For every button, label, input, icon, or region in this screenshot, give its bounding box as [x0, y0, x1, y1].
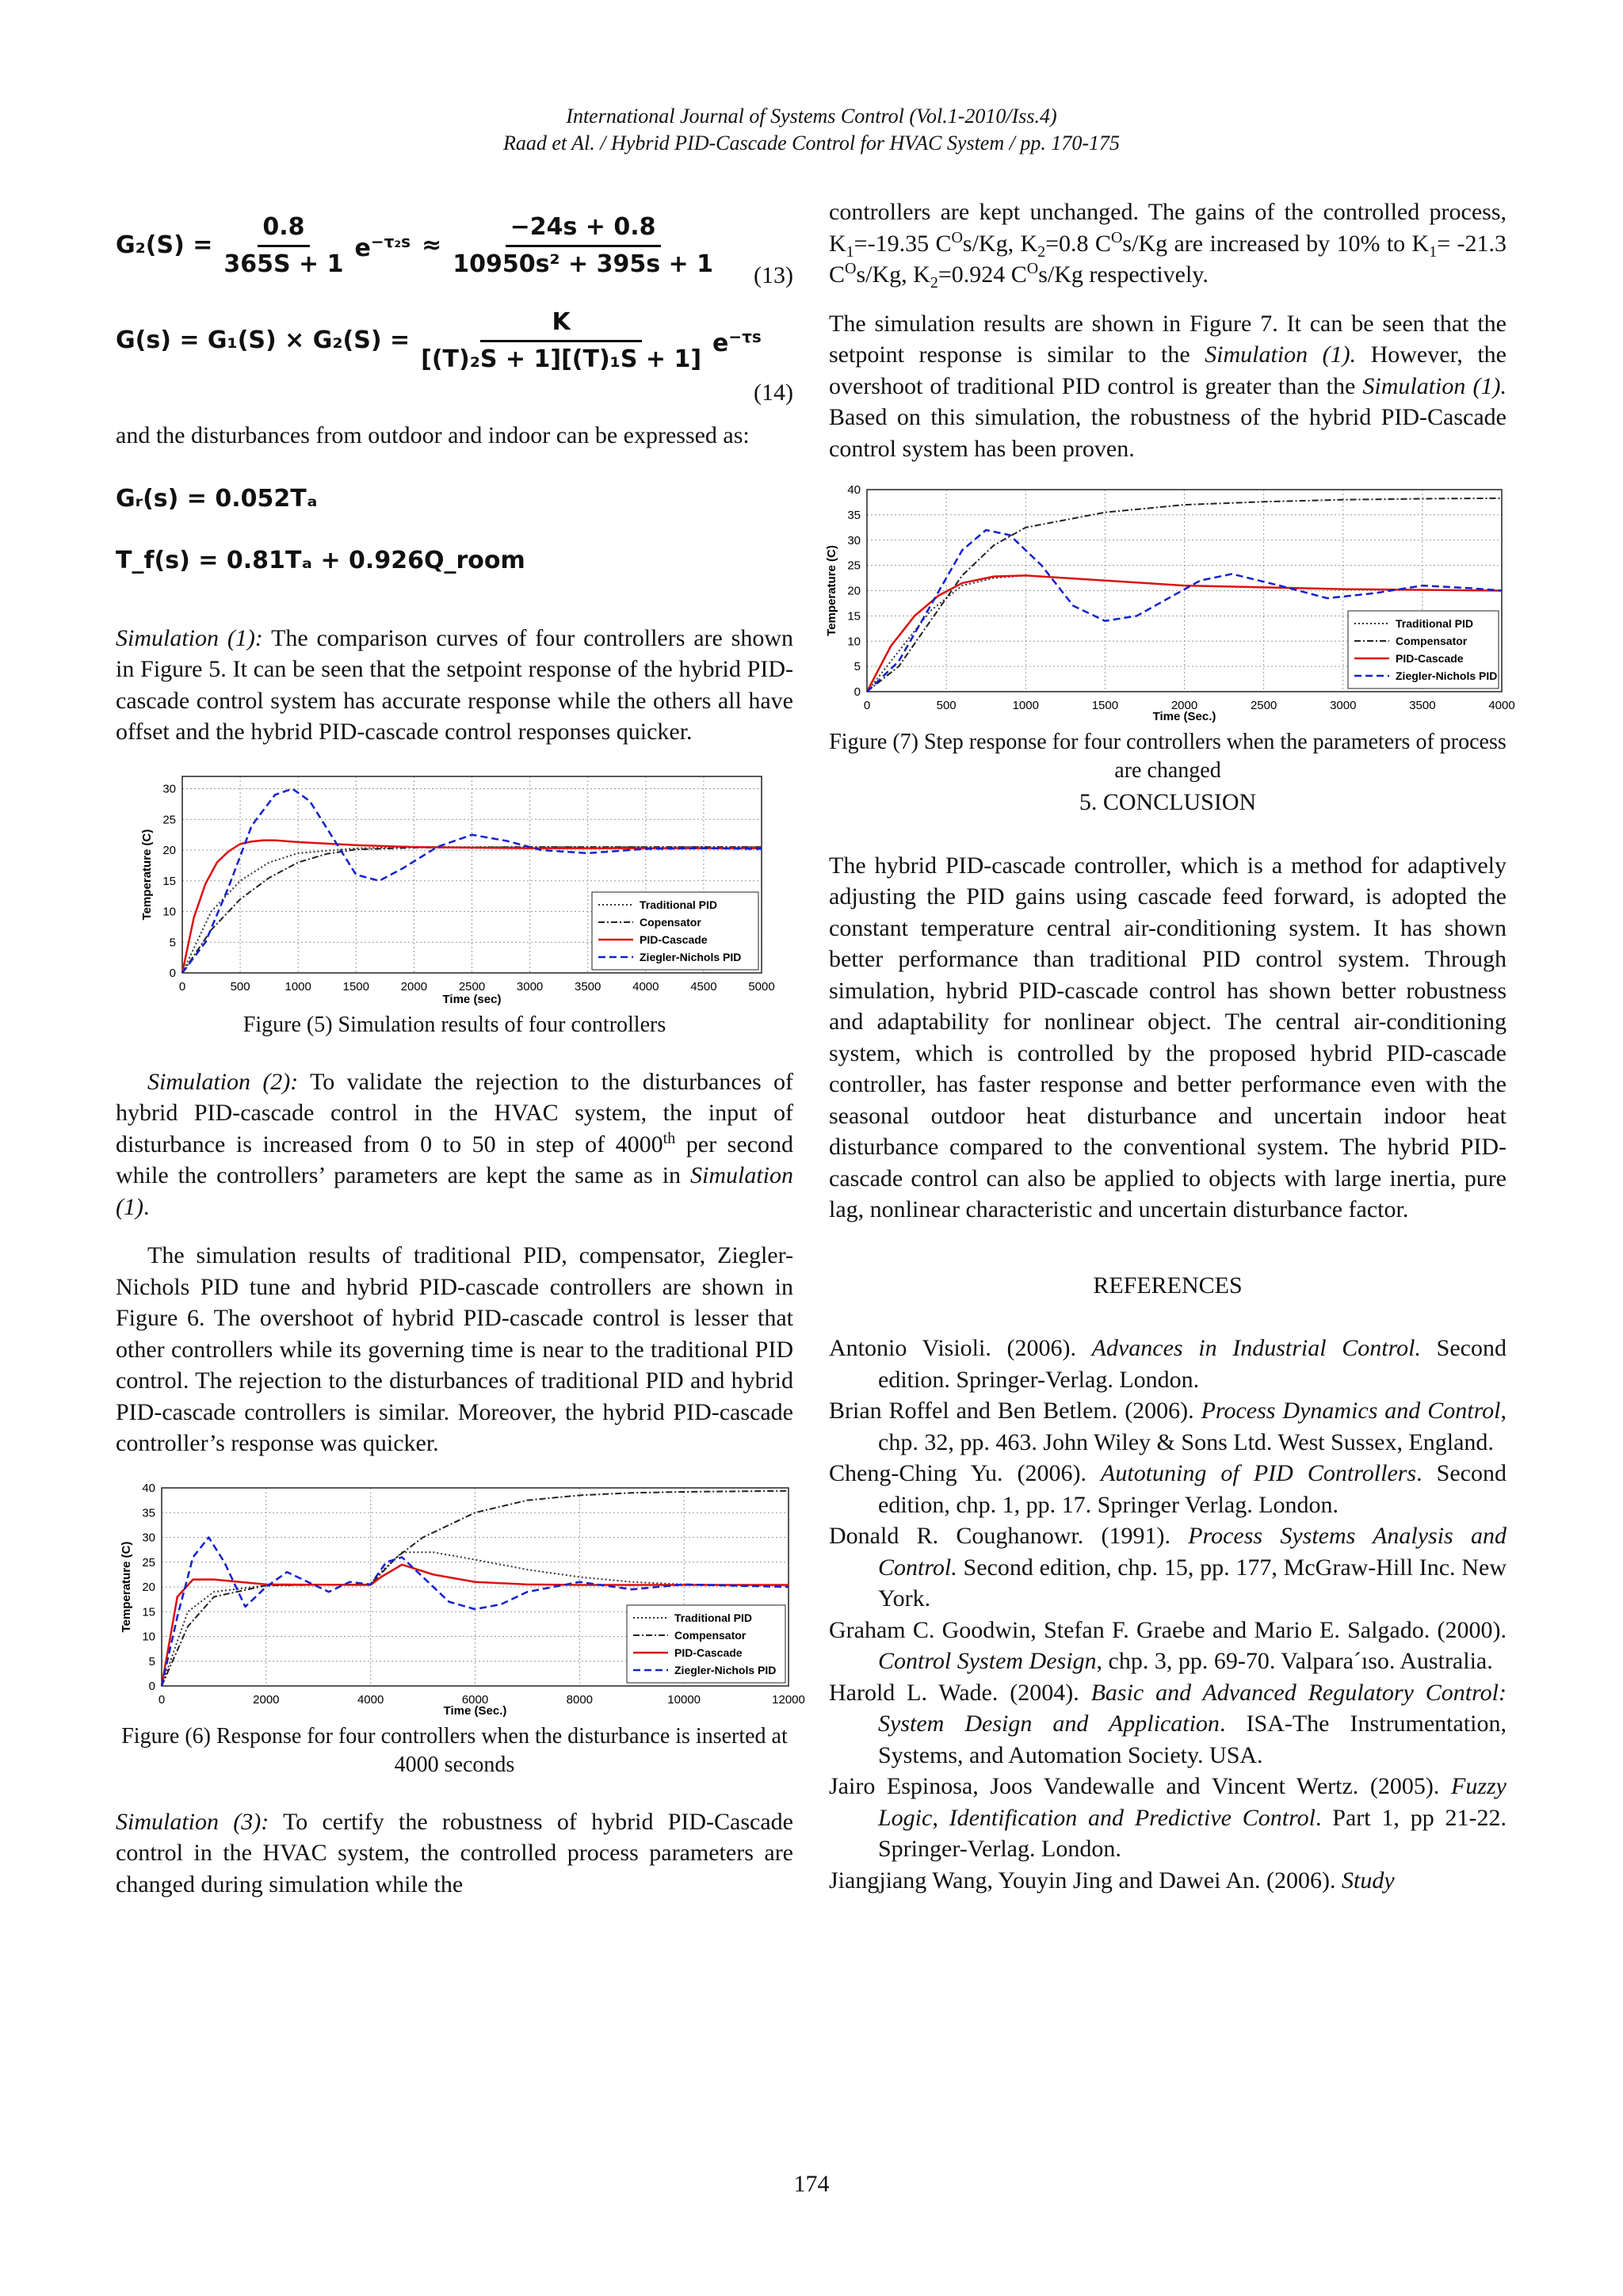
y-tick-label: 40 [847, 483, 861, 497]
reference-authors: Graham C. Goodwin, Stefan F. Graebe and Mario E. Salgado. (2000). [829, 1616, 1507, 1643]
legend-label: Compensator [1396, 635, 1468, 647]
k1-subscript: 1 [846, 242, 854, 261]
x-tick-label: 1000 [1012, 699, 1039, 712]
degree-superscript: O [1110, 228, 1123, 246]
legend-label: Traditional PID [674, 1611, 753, 1624]
eq13-fraction-2 [453, 212, 713, 280]
simulation-3-paragraph [116, 1806, 793, 1901]
reference-title: Advances in Industrial Control. [1091, 1335, 1421, 1361]
y-tick-label: 10 [142, 1630, 155, 1643]
y-tick-label: 30 [162, 782, 176, 795]
gains-text-e: s/Kg are increased by 10% to K [1122, 230, 1430, 257]
y-tick-label: 0 [148, 1679, 155, 1693]
simulation-2-ref: Simulation (1) [116, 1162, 793, 1220]
x-axis-label: Time (sec) [442, 992, 502, 1006]
simulation-1-text: The comparison curves of four controllers are shown in Figure 5. It can be seen that the setpoint response of the hybrid PID-cascade control system has accurate response while the others all have offset and the hybrid PID-cascade control responses quicker. [116, 624, 793, 745]
x-tick-label: 1500 [1091, 699, 1119, 712]
simulation-1-label: Simulation (1): [116, 624, 263, 651]
simulation-2-text-b: per second while the controllers’ parameters are kept the same as in [116, 1131, 793, 1188]
fig7-text-a: The simulation results are shown in Figure 7. It can be seen that the setpoint response is similar to the [829, 310, 1507, 368]
eq14-exp-term: $e^{-\tau s}$ [712, 327, 762, 358]
eq14-num: K [480, 307, 641, 342]
y-axis-label: Temperature (C) [120, 1541, 133, 1632]
gains-paragraph [829, 196, 1507, 291]
reference-details: . Second edition, chp. 1, pp. 17. Springer Verlag. London. [878, 1460, 1507, 1518]
simulation-3-text: To certify the robustness of hybrid PID-Cascade control in the HVAC system, the controlled process parameters are changed during simulation while the [116, 1808, 793, 1897]
x-tick-label: 2500 [1250, 699, 1277, 712]
reference-title: Process Dynamics and Control [1201, 1398, 1501, 1424]
x-tick-label: 3000 [516, 979, 544, 994]
reference-details: Second edition. Springer-Verlag. London. [878, 1335, 1507, 1393]
x-tick-label: 0 [863, 699, 871, 712]
x-tick-label: 2500 [458, 979, 486, 994]
x-tick-label: 10000 [667, 1692, 701, 1707]
eq13-number: (13) [754, 262, 793, 288]
x-axis-label: Time (Sec.) [443, 1703, 507, 1718]
running-header [0, 103, 1623, 157]
journal-line: International Journal of Systems Control (Vol.1-2010/Iss.4) [566, 105, 1057, 128]
x-tick-label: 6000 [461, 1692, 489, 1707]
y-tick-label: 15 [162, 874, 176, 888]
x-tick-label: 2000 [400, 979, 428, 994]
eq13-exp-term: $e^{-\tau_2s}$ [354, 232, 411, 263]
y-tick-label: 15 [142, 1604, 155, 1619]
gains-text-b: =-19.35 C [854, 230, 952, 257]
figure-6-caption: Figure (6) Response for four controllers when the disturbance is inserted at 4000 seconds [121, 1723, 788, 1777]
equation-14 [116, 301, 793, 404]
x-tick-label: 4000 [357, 1692, 384, 1707]
legend-label: Ziegler-Nichols PID [674, 1663, 777, 1676]
equation-gr: Gᵣ(s) = 0.052Tₐ [116, 484, 318, 513]
eq14-number: (14) [754, 379, 793, 406]
degree-superscript: O [845, 260, 857, 277]
eq13-approx: ≈ [422, 231, 442, 260]
y-tick-label: 30 [142, 1531, 155, 1544]
references-title: REFERENCES [1093, 1272, 1243, 1299]
x-tick-label: 8000 [566, 1692, 594, 1707]
y-tick-label: 25 [162, 812, 176, 826]
y-tick-label: 15 [847, 609, 861, 624]
reference-item [829, 1865, 1507, 1897]
y-tick-label: 30 [847, 533, 861, 547]
fig7-text-c: Based on this simulation, the robustness of the hybrid PID-Cascade control system has been proven. [829, 404, 1507, 462]
x-tick-label: 0 [158, 1692, 166, 1707]
y-tick-label: 5 [169, 935, 176, 949]
x-tick-label: 4000 [632, 979, 659, 994]
disturbance-paragraph: and the disturbances from outdoor and indoor can be expressed as: [116, 422, 750, 448]
figure-7 [825, 482, 1515, 723]
eq13-f2-num: −24s + 0.8 [506, 212, 661, 247]
eq13-fraction-1 [223, 212, 343, 280]
x-tick-label: 3000 [1330, 699, 1357, 712]
x-tick-label: 1500 [342, 979, 369, 994]
equation-13 [116, 198, 793, 293]
legend-label: Traditional PID [1396, 617, 1474, 630]
fig7-ref-2: Simulation (1). [1362, 372, 1507, 399]
reference-authors: Cheng-Ching Yu. (2006). [829, 1460, 1102, 1486]
legend-label: Compensator [674, 1628, 747, 1642]
degree-superscript: O [1026, 260, 1039, 277]
y-tick-label: 20 [162, 843, 176, 857]
figure-5 [116, 769, 793, 1006]
figure-5-chart [116, 769, 793, 1006]
gains-text-c: s/Kg, K [962, 230, 1038, 257]
reference-details: . ISA-The Instrumentation, Systems, and Automation Society. USA. [878, 1711, 1507, 1768]
x-tick-label: 3500 [1409, 699, 1436, 712]
x-tick-label: 500 [230, 979, 250, 994]
figure-7-paragraph [829, 308, 1507, 465]
reference-title: Autotuning of PID Controllers [1101, 1460, 1417, 1486]
gains-text-f: = -21.3 C [829, 230, 1507, 288]
eq13-exponent: −τ₂s [370, 232, 411, 252]
x-tick-label: 2000 [253, 1692, 280, 1707]
k2-subscript: 2 [930, 274, 938, 292]
y-axis-label: Temperature (C) [825, 545, 838, 636]
x-tick-label: 2000 [1170, 699, 1198, 712]
reference-title: Fuzzy Logic, Identification and Predictive Control [878, 1773, 1507, 1831]
figure-7-caption: Figure (7) Step response for four controllers when the parameters of process are changed [829, 730, 1507, 783]
x-tick-label: 0 [178, 979, 186, 994]
reference-authors: Harold L. Wade. (2004). [829, 1679, 1091, 1706]
y-tick-label: 5 [854, 660, 861, 674]
y-tick-label: 10 [847, 635, 861, 649]
page-number: 174 [793, 2171, 830, 2197]
right-column [825, 196, 1515, 1896]
x-tick-label: 4500 [690, 979, 717, 994]
gains-text-i: s/Kg respectively. [1038, 261, 1209, 288]
x-tick-label: 500 [936, 699, 957, 712]
y-tick-label: 35 [847, 508, 861, 522]
x-tick-label: 4000 [1488, 699, 1515, 712]
y-axis-label: Temperature (C) [140, 829, 154, 920]
legend-label: Ziegler-Nichols PID [640, 950, 742, 963]
figure-6 [116, 1480, 805, 1718]
simulation-1-paragraph [116, 623, 793, 748]
y-tick-label: 5 [148, 1654, 155, 1669]
left-column [116, 198, 805, 1917]
reference-item [829, 1458, 1507, 1520]
legend-label: Traditional PID [640, 898, 718, 911]
reference-authors: Brian Roffel and Ben Betlem. (2006). [829, 1398, 1201, 1424]
reference-title: Control System Design [878, 1648, 1097, 1674]
reference-authors: Jiangjiang Wang, Youyin Jing and Dawei An. (2006). [829, 1867, 1342, 1894]
reference-authors: Jairo Espinosa, Joos Vandewalle and Vincent Wertz. (2005). [829, 1773, 1451, 1799]
reference-item [829, 1771, 1507, 1865]
fig7-text-b: However, the overshoot of traditional PID control is greater than the [829, 341, 1507, 399]
figure-6-chart [116, 1480, 805, 1718]
figure-7-chart [825, 482, 1515, 723]
y-tick-label: 25 [847, 559, 861, 573]
reference-item [829, 1677, 1507, 1772]
eq13-f1-num: 0.8 [258, 212, 309, 247]
reference-details: , chp. 32, pp. 463. John Wiley & Sons Ltd. West Sussex, England. [878, 1398, 1507, 1455]
simulation-2-text-a: To validate the rejection to the disturbances of hybrid PID-cascade control in the HVAC system, the input of disturbance is increased from 0 to 50 in step of 4000 [116, 1068, 793, 1158]
legend [627, 1605, 785, 1683]
gains-text-g: s/Kg, K [856, 261, 930, 288]
reference-title: Process Systems Analysis and Control. [878, 1523, 1507, 1581]
fig7-ref-1: Simulation (1). [1205, 341, 1357, 368]
x-axis-label: Time (Sec.) [1152, 710, 1216, 723]
k1-subscript: 1 [1429, 242, 1438, 261]
reference-item [829, 1615, 1507, 1677]
eq13-f1-den: 365S + 1 [223, 250, 344, 278]
conclusion-paragraph: The hybrid PID-cascade controller, which is a method for adaptively adjusting the PID gains using cascade feed forward, is adopted the constant temperature central air-conditioning system. It has shown better performance than traditional PID control system. Through simulation, hybrid PID-cascade control has shown better robustness and adaptability for nonlinear object. The central air-conditioning system, which is controlled by the proposed hybrid PID-cascade controller, has faster response and better performance even with the seasonal outdoor heat disturbance and uncertain indoor heat disturbance compared to the conventional system. The hybrid PID-cascade control can also be applied to objects with large inertia, pure lag, nonlinear characteristic and uncertain disturbance factor. [829, 852, 1507, 1222]
y-tick-label: 25 [142, 1555, 155, 1569]
eq14-den: [(T)₂S + 1][(T)₁S + 1] [421, 345, 702, 373]
figure-5-caption: Figure (5) Simulation results of four controllers [242, 1012, 666, 1037]
reference-authors: Antonio Visioli. (2006). [829, 1335, 1092, 1361]
conclusion-title: 5. CONCLUSION [1079, 789, 1257, 815]
eq14-fraction [421, 307, 701, 375]
x-tick-label: 12000 [772, 1692, 805, 1707]
reference-authors: Donald R. Coughanowr. (1991). [829, 1523, 1189, 1549]
y-tick-label: 20 [847, 584, 861, 598]
legend-label: PID-Cascade [1396, 652, 1464, 665]
simulation-2-paragraph [116, 1066, 793, 1223]
reference-item [829, 1395, 1507, 1458]
reference-details: . Part 1, pp 21-22. Springer-Verlag. London. [878, 1804, 1507, 1862]
y-tick-label: 35 [142, 1505, 155, 1520]
reference-title: Study [1342, 1867, 1395, 1894]
legend-label: PID-Cascade [640, 933, 708, 946]
simulation-3-label: Simulation (3): [116, 1808, 269, 1835]
eq14-lhs: G(s) = G₁(S) × G₂(S) = [116, 326, 411, 355]
gains-text-d: =0.8 C [1045, 230, 1111, 257]
reference-list [829, 1333, 1507, 1896]
eq13-f2-den: 10950s² + 395s + 1 [453, 250, 713, 278]
y-tick-label: 0 [169, 966, 176, 980]
equation-tf: T_f(s) = 0.81Tₐ + 0.926Q_room [116, 546, 525, 574]
simulation-2-label: Simulation (2): [147, 1068, 299, 1095]
x-tick-label: 5000 [748, 979, 775, 994]
legend-label: PID-Cascade [674, 1646, 743, 1659]
simulation-2-superscript: th [663, 1129, 676, 1147]
y-tick-label: 10 [162, 905, 176, 918]
legend [592, 892, 758, 970]
legend-label: Ziegler-Nichols PID [1396, 669, 1498, 682]
x-tick-label: 3500 [575, 979, 601, 994]
article-line: Raad et Al. / Hybrid PID-Cascade Control for HVAC System / pp. 170-175 [503, 132, 1120, 154]
simulation-2-end: . [143, 1193, 150, 1220]
y-tick-label: 40 [142, 1481, 155, 1495]
y-tick-label: 0 [854, 685, 861, 699]
degree-superscript: O [951, 228, 963, 246]
eq14-exponent: −τs [728, 327, 762, 347]
reference-item [829, 1333, 1507, 1395]
reference-title: Basic and Advanced Regulatory Control: System Design and Application [878, 1679, 1507, 1737]
x-tick-label: 1000 [285, 979, 311, 994]
eq13-lhs: G₂(S) = [116, 231, 213, 260]
legend [1348, 611, 1499, 688]
gains-text-a: controllers are kept unchanged. The gains of the controlled process, K [829, 199, 1507, 257]
reference-item [829, 1520, 1507, 1615]
results-paragraph: The simulation results of traditional PID, compensator, Ziegler-Nichols PID tune and hybrid PID-cascade controllers are shown in Figure 6. The overshoot of hybrid PID-cascade control is lesser that other controllers while its governing time is near to the traditional PID control. The rejection to the disturbances of traditional PID and hybrid PID-cascade controllers is similar. Moreover, the hybrid PID-cascade controller’s response was quicker. [116, 1242, 793, 1456]
k2-subscript: 2 [1037, 242, 1046, 261]
legend-label: Copensator [640, 915, 701, 929]
gains-text-h: =0.924 C [938, 261, 1027, 288]
y-tick-label: 20 [142, 1580, 155, 1594]
reference-details: , chp. 3, pp. 69-70. Valpara´ıso. Australia. [1096, 1648, 1493, 1674]
reference-details: Second edition, chp. 15, pp. 177, McGraw-Hill Inc. New York. [878, 1554, 1507, 1611]
